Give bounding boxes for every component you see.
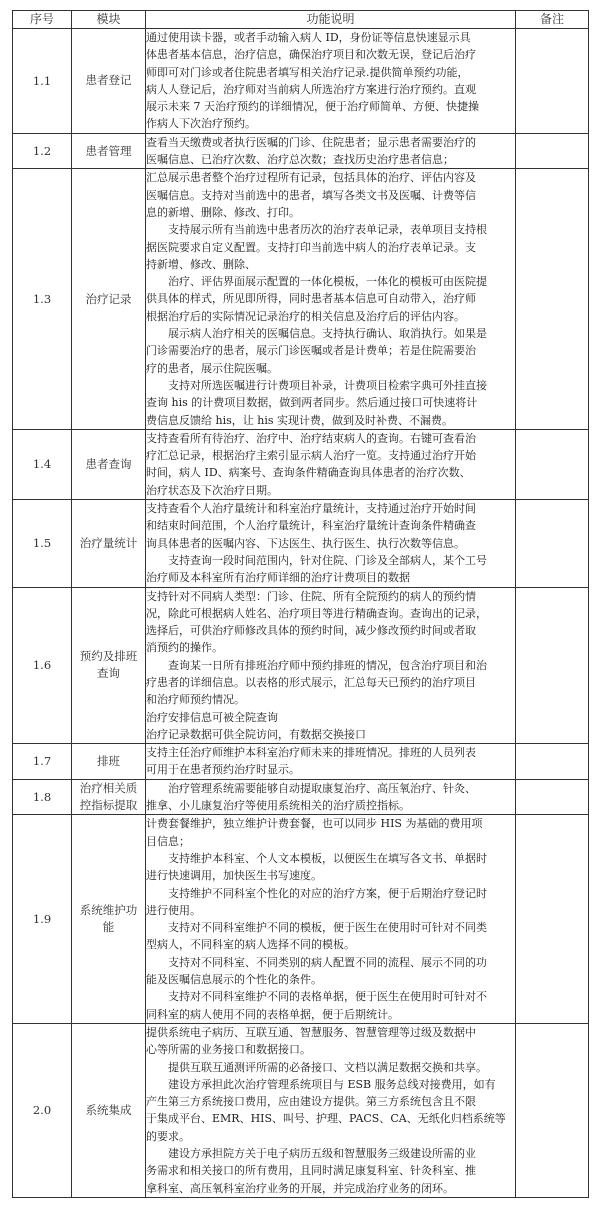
description-line: 支持对不同科室维护不同的模板，便于医生在使用时可针对不同类 xyxy=(168,921,487,935)
description-line: 息的新增、删除、修改、打印。 xyxy=(146,205,300,219)
row-number: 1.6 xyxy=(13,587,72,744)
description-line: 支持查看所有待治疗、治疗中、治疗结束病人的查询。右键可查看治 xyxy=(146,431,476,445)
module-name-line: 预约及排班 xyxy=(79,649,138,664)
module-name xyxy=(72,429,146,499)
description-line: 和治疗师预约情况。 xyxy=(146,693,245,707)
description-line: 选择后，可供治疗师修改具体的预约时间，减少修改预约时间或者取 xyxy=(146,624,476,638)
description-line: 治疗、评估界面展示配置的一体化模板，一体化的模板可由医院提 xyxy=(168,275,487,289)
table-row xyxy=(13,744,589,780)
module-name xyxy=(72,500,146,587)
description-line: 支持主任治疗师维护本科室治疗师未来的排班情况。排班的人员列表 xyxy=(146,746,476,760)
module-name-line: 患者管理 xyxy=(85,143,132,158)
module-name-line: 系统集成 xyxy=(85,1102,132,1117)
table-body xyxy=(13,29,589,1198)
description-line: 务需求和相关接口的所有费用，且同时满足康复科室、针灸科室、推 xyxy=(146,1164,476,1178)
description-line: 心等所需的业务接口和数据接口。 xyxy=(146,1043,311,1057)
description-line: 展示病人治疗相关的医嘱信息。支持执行确认、取消执行。如果是 xyxy=(168,327,487,341)
module-name xyxy=(72,29,146,134)
description-line: 据医院要求自定义配置。支持打印当前选中病人的治疗表单记录。支 xyxy=(146,240,476,254)
function-description xyxy=(146,744,516,780)
function-description xyxy=(146,500,516,587)
description-line: 建设方承担此次治疗管理系统项目与 ESB 服务总线对接费用，如有 xyxy=(168,1077,496,1091)
row-number: 2.0 xyxy=(13,1023,72,1197)
remark-cell xyxy=(516,29,589,134)
description-line: 进行使用。 xyxy=(146,903,201,917)
description-line: 能及医嘱信息展示的个性化的条件。 xyxy=(146,973,322,987)
description-line: 支持对不同科室、不同类别的病人配置不同的流程、展示不同的功 xyxy=(168,955,487,969)
description-line: 治疗记录数据可供全院访问，有数据交换接口 xyxy=(146,727,366,741)
description-line: 通过使用读卡器，或者手动输入病人 ID，身份证等信息快速显示具 xyxy=(146,31,471,44)
module-name xyxy=(72,169,146,429)
remark-cell xyxy=(516,744,589,780)
module-name xyxy=(72,1023,146,1197)
header-no: 序号 xyxy=(13,11,72,29)
description-line: 型病人，不同科室的病人选择不同的模板。 xyxy=(146,938,355,952)
description-line: 门诊需要治疗的患者，展示门诊医嘱或者是计费单；若是住院需要治 xyxy=(146,344,476,358)
table-header xyxy=(13,11,589,29)
description-line: 支持查看个人治疗量统计和科室治疗量统计，支持通过治疗开始时间 xyxy=(146,502,476,516)
function-description xyxy=(146,815,516,1024)
description-line: 消预约的操作。 xyxy=(146,641,223,655)
header-module: 模块 xyxy=(72,11,146,29)
description-line: 疗的患者，展示住院医嘱。 xyxy=(146,361,278,375)
description-line: 治疗师及本科室所有治疗师详细的治疗计费项目的数据 xyxy=(146,571,410,585)
description-line: 支持展示所有当前选中患者历次的治疗表单记录，表单项目支持根 xyxy=(168,223,487,237)
table-row xyxy=(13,429,589,499)
module-name-line: 治疗量统计 xyxy=(79,535,138,550)
description-line: 查询某一日所有排班治疗师中预约排班的情况，包含治疗项目和治 xyxy=(168,658,487,672)
function-description xyxy=(146,779,516,815)
remark-cell xyxy=(516,429,589,499)
table-row xyxy=(13,587,589,744)
description-line: 展示未来 7 天治疗预约的详细情况，便于治疗师简单、方便、快捷操 xyxy=(146,100,479,114)
module-name xyxy=(72,133,146,169)
row-number: 1.5 xyxy=(13,500,72,587)
description-line: 供具体的样式，所见即所得，同时患者基本信息可自动带入，治疗师 xyxy=(146,292,476,306)
description-line: 疗患者的详细信息。以表格的形式展示，汇总每天已预约的治疗项目 xyxy=(146,675,476,689)
description-line: 病人人登记后，治疗师对当前病人所选治疗方案进行治疗预约。直观 xyxy=(146,82,476,96)
description-line: 的要求。 xyxy=(146,1129,190,1143)
module-name xyxy=(72,744,146,780)
description-line: 师即可对门诊或者住院患者填写相关治疗记录.提供简单预约功能， xyxy=(146,65,469,79)
description-line: 疗汇总记录，根据治疗主索引显示病人治疗一览。支持通过治疗开始 xyxy=(146,449,476,463)
header-row xyxy=(13,11,589,29)
description-line: 支持对不同科室维护不同的表格单据，便于医生在使用时可针对不 xyxy=(168,990,487,1004)
header-remark: 备注 xyxy=(516,11,589,29)
row-number: 1.4 xyxy=(13,429,72,499)
function-description xyxy=(146,429,516,499)
description-line: 提供系统电子病历、互联互通、智慧服务、智慧管理等过级及数据中 xyxy=(146,1025,476,1039)
remark-cell xyxy=(516,500,589,587)
description-line: 治疗管理系统需要能够自动提取康复治疗、高压氧治疗、针灸、 xyxy=(146,781,476,795)
function-description xyxy=(146,133,516,169)
module-name-line: 排班 xyxy=(97,753,120,768)
description-line: 医嘱信息。支持对当前选中的患者，填写各类文书及医嘱、计费等信 xyxy=(146,188,476,202)
module-name-line: 治疗记录 xyxy=(85,291,132,306)
description-line: 目信息； xyxy=(146,834,190,848)
description-line: 和结束时间范围，个人治疗量统计，科室治疗量统计查询条件精确查 xyxy=(146,519,476,533)
description-line: 支持针对不同病人类型：门诊、住院、所有全院预约的病人的预约情 xyxy=(146,589,476,603)
description-line: 时间，病人 ID、病案号、查询条件精确查询具体患者的治疗次数、 xyxy=(146,466,471,480)
module-name-line: 患者查询 xyxy=(85,456,132,471)
description-line: 费信息反馈给 his，让 his 实现计费，做到及时补费、不漏费。 xyxy=(146,413,453,427)
remark-cell xyxy=(516,779,589,815)
description-line: 治疗安排信息可被全院查询 xyxy=(146,710,278,724)
table-row xyxy=(13,133,589,169)
description-line: 况，除此可根据病人姓名、治疗项目等进行精确查询。查询出的记录， xyxy=(146,606,487,620)
row-number: 1.7 xyxy=(13,744,72,780)
module-name-line: 控指标提取 xyxy=(79,798,138,813)
row-number: 1.9 xyxy=(13,815,72,1024)
description-line: 汇总展示患者整个治疗过程所有记录，包括具体的治疗、评估内容及 xyxy=(146,171,476,185)
module-name-line: 能 xyxy=(102,920,115,935)
table-row xyxy=(13,500,589,587)
description-line: 可用于在患者预约治疗时显示。 xyxy=(146,763,300,777)
table-row xyxy=(13,815,589,1024)
description-line: 支持查询一段时间范围内，针对住院、门诊及全部病人，某个工号 xyxy=(168,553,487,567)
description-line: 查询 his 的计费项目数据，做到两者同步。然后通过接口可快速将计 xyxy=(146,396,478,410)
description-line: 治疗状态及下次治疗日期。 xyxy=(146,483,278,497)
description-line: 推拿、小儿康复治疗等使用系统相关的治疗质控指标。 xyxy=(146,799,410,813)
description-line: 持新增、修改、删除、 xyxy=(146,257,256,271)
remark-cell xyxy=(516,169,589,429)
description-line: 拿科室、高压氧科室治疗业务的开展，并完成治疗业务的闭环。 xyxy=(146,1181,454,1195)
description-line: 于集成平台、EMR、HIS、叫号、护理、PACS、CA、无纸化归档系统等 xyxy=(146,1112,506,1126)
row-number: 1.1 xyxy=(13,29,72,134)
table-row xyxy=(13,29,589,134)
module-name xyxy=(72,779,146,815)
description-line: 支持维护不同科室个性化的对应的治疗方案，便于后期治疗登记时 xyxy=(168,886,487,900)
description-line: 体患者基本信息，治疗信息，确保治疗项目和次数无误，登记后治疗 xyxy=(146,48,476,62)
description-line: 询具体患者的医嘱内容、下达医生、执行医生、执行次数等信息。 xyxy=(146,536,465,550)
description-line: 产生第三方系统接口费用，应由建设方提供。第三方系统包含且不限 xyxy=(146,1095,476,1109)
module-name-line: 系统维护功 xyxy=(79,903,138,918)
module-name-line: 治疗相关质 xyxy=(79,781,138,796)
row-number: 1.3 xyxy=(13,169,72,429)
module-name-line: 患者登记 xyxy=(85,73,132,88)
module-name xyxy=(72,587,146,744)
description-line: 同科室的病人使用不同的表格单据，便于后期统计。 xyxy=(146,1007,399,1021)
remark-cell xyxy=(516,815,589,1024)
function-description xyxy=(146,169,516,429)
description-line: 医嘱信息、已治疗次数、治疗总次数；查找历史治疗患者信息； xyxy=(146,153,454,167)
description-line: 进行快速调用，加快医生书写速度。 xyxy=(146,869,322,883)
row-number: 1.8 xyxy=(13,779,72,815)
remark-cell xyxy=(516,133,589,169)
module-name xyxy=(72,815,146,1024)
table-row xyxy=(13,169,589,429)
description-line: 查看当天缴费或者执行医嘱的门诊、住院患者；显示患者需要治疗的 xyxy=(146,135,476,149)
function-description xyxy=(146,29,516,134)
function-description xyxy=(146,1023,516,1197)
description-line: 支持维护本科室、个人文本模板，以便医生在填写各文书、单据时 xyxy=(168,851,487,865)
description-line: 建设方承担院方关于电子病历五级和智慧服务三级建设所需的业 xyxy=(168,1147,476,1160)
description-line: 根据治疗后的实际情况记录治疗的相关信息及治疗后的评估内容。 xyxy=(146,309,465,323)
module-name-line: 查询 xyxy=(97,666,120,681)
remark-cell xyxy=(516,1023,589,1197)
remark-cell xyxy=(516,587,589,744)
description-line: 支持对所选医嘱进行计费项目补录，计费项目检索字典可外挂直接 xyxy=(168,378,487,392)
row-number: 1.2 xyxy=(13,133,72,169)
header-description: 功能说明 xyxy=(146,11,516,29)
function-spec-table xyxy=(12,10,589,1198)
description-line: 计费套餐维护，独立维护计费套餐，也可以同步 HIS 为基础的费用项 xyxy=(146,817,483,831)
table-row xyxy=(13,1023,589,1197)
description-line: 作病人下次治疗预约。 xyxy=(146,117,256,131)
table-row xyxy=(13,779,589,815)
function-description xyxy=(146,587,516,744)
description-line: 提供互联互通测评所需的必备接口、文档以满足数据交换和共享。 xyxy=(168,1060,487,1074)
